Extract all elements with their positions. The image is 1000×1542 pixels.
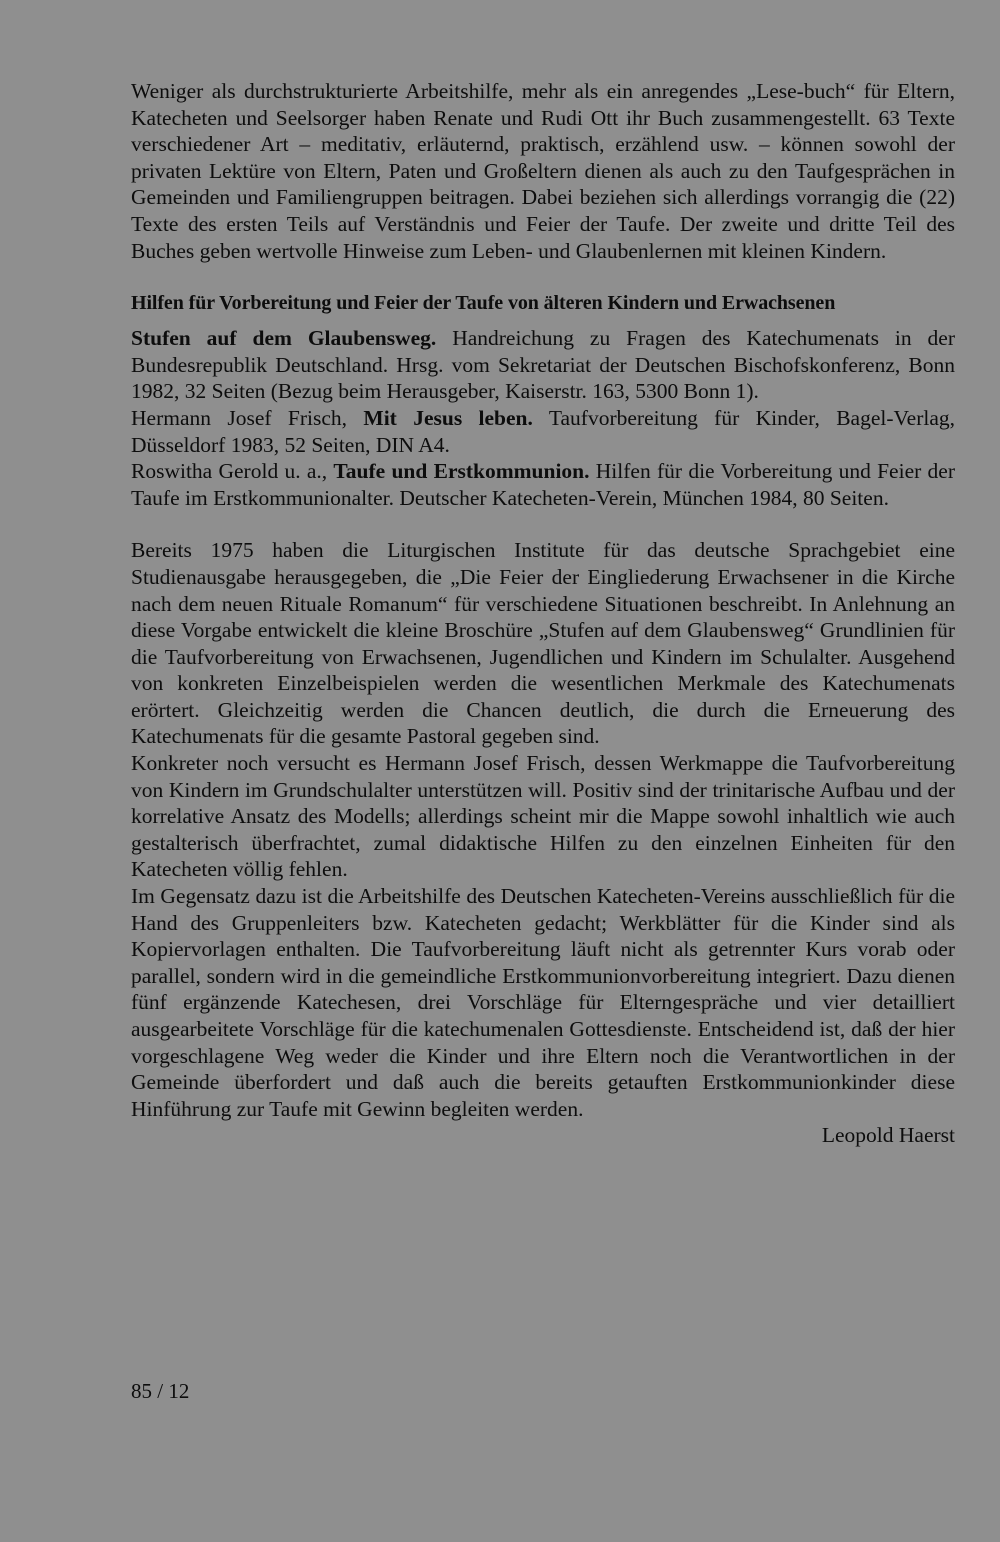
author-signature: Leopold Haerst bbox=[821, 1123, 955, 1148]
reference-entry bbox=[131, 458, 955, 511]
page-folio: 85 / 12 bbox=[131, 1379, 190, 1403]
section-heading: Hilfen für Vorbereitung und Feier der Taufe von älteren Kindern und Erwachsenen bbox=[131, 292, 836, 315]
reference-details: Taufvorbereitung für Kinder, Bagel-Verlag, Düsseldorf 1983, 52 Seiten, DIN A4. bbox=[131, 405, 955, 457]
reference-author: Hermann Josef Frisch, bbox=[131, 405, 364, 430]
review-body-paragraph: Konkreter noch versucht es Hermann Josef Frisch, dessen Werkmappe die Taufvorbereitung von Kindern im Grundschulalter unterstützen will. Positiv sind der trinitarische Aufbau und der korrelative Ansatz des Modells; allerdings scheint mir die Mappe sowohl inhaltlich wie auch gestalterisch überfrachtet, zumal didaktische Hilfen zu den einzelnen Einheiten für den Katecheten völlig fehlen. bbox=[131, 751, 955, 882]
spacer bbox=[131, 511, 955, 537]
reference-details: Hilfen für die Vorbereitung und Feier der Taufe im Erstkommunionalter. Deutscher Katecheten-Verein, München 1984, 80 Seiten. bbox=[131, 459, 955, 510]
reference-title: Mit Jesus leben. bbox=[363, 405, 533, 430]
review-intro-paragraph: Weniger als durchstrukturierte Arbeitshilfe, mehr als ein anregendes „Lese-buch“ für Eltern, Katecheten und Seelsorger haben Renate und Rudi Ott ihr Buch zusammengestellt. 63 Texte verschiedener Art – meditativ, erläuternd, praktisch, erzählend usw. – können sowohl der privaten Lektüre von Eltern, Paten und Großeltern dienen als auch zu den Taufgesprächen in Gemeinden und Familiengruppen beitragen. Dabei beziehen sich allerdings vorrangig die (22) Texte des ersten Teils auf Verständnis und Feier der Taufe. Der zweite und dritte Teil des Buches geben wertvolle Hinweise zum Leben- und Glaubenlernen mit kleinen Kindern. bbox=[131, 79, 955, 263]
page-content bbox=[131, 78, 955, 1149]
reference-title: Stufen auf dem Glaubensweg. bbox=[131, 326, 437, 351]
spacer bbox=[131, 316, 955, 325]
reference-entry bbox=[131, 325, 955, 405]
review-body-paragraph: Im Gegensatz dazu ist die Arbeitshilfe des Deutschen Katecheten-Vereins ausschließlich für die Hand des Gruppenleiters bzw. Katecheten gedacht; Werkblätter für die Kinder sind als Kopiervorlagen enthalten. Die Taufvorbereitung läuft nicht als getrennter Kurs vorab oder parallel, sondern wird in die gemeindliche Erstkommunionvorbereitung integriert. Dazu dienen fünf ergänzende Katechesen, drei Vorschläge für Elterngespräche und vier detailliert ausgearbeitete Vorschläge für die katechumenalen Gottesdienste. Entscheidend ist, daß der hier vorgeschlagene Weg weder die Kinder und ihre Eltern noch die Verantwortlichen in der Gemeinde überfordert und daß auch die bereits getauften Erstkommunionkinder diese Hinführung zur Taufe mit Gewinn begleiten werden. bbox=[131, 884, 955, 1121]
spacer bbox=[131, 264, 955, 290]
reference-title: Taufe und Erstkommunion. bbox=[333, 459, 590, 484]
reference-author: Roswitha Gerold u. a., bbox=[131, 459, 334, 484]
reference-entry bbox=[131, 405, 955, 458]
review-body-paragraph: Bereits 1975 haben die Liturgischen Institute für das deutsche Sprachgebiet eine Studienausgabe herausgegeben, die „Die Feier der Eingliederung Erwachsener in die Kirche nach dem neuen Rituale Romanum“ für verschiedene Situationen beschreibt. In Anlehnung an diese Vorgabe entwickelt die kleine Broschüre „Stufen auf dem Glaubensweg“ Grundlinien für die Taufvorbereitung von Erwachsenen, Jugendlichen und Kindern im Schulalter. Ausgehend von konkreten Einzelbeispielen werden die wesentlichen Merkmale des Katechumenats erörtert. Gleichzeitig werden die Chancen deutlich, die durch die Erneuerung des Katechumenats für die gesamte Pastoral gegeben sind. bbox=[131, 538, 955, 749]
reference-details: Handreichung zu Fragen des Katechumenats in der Bundesrepublik Deutschland. Hrsg. vom Sekretariat der Deutschen Bischofskonferenz, Bonn 1982, 32 Seiten (Bezug beim Herausgeber, Kaiserstr. 163, 5300 Bonn 1). bbox=[131, 326, 955, 404]
